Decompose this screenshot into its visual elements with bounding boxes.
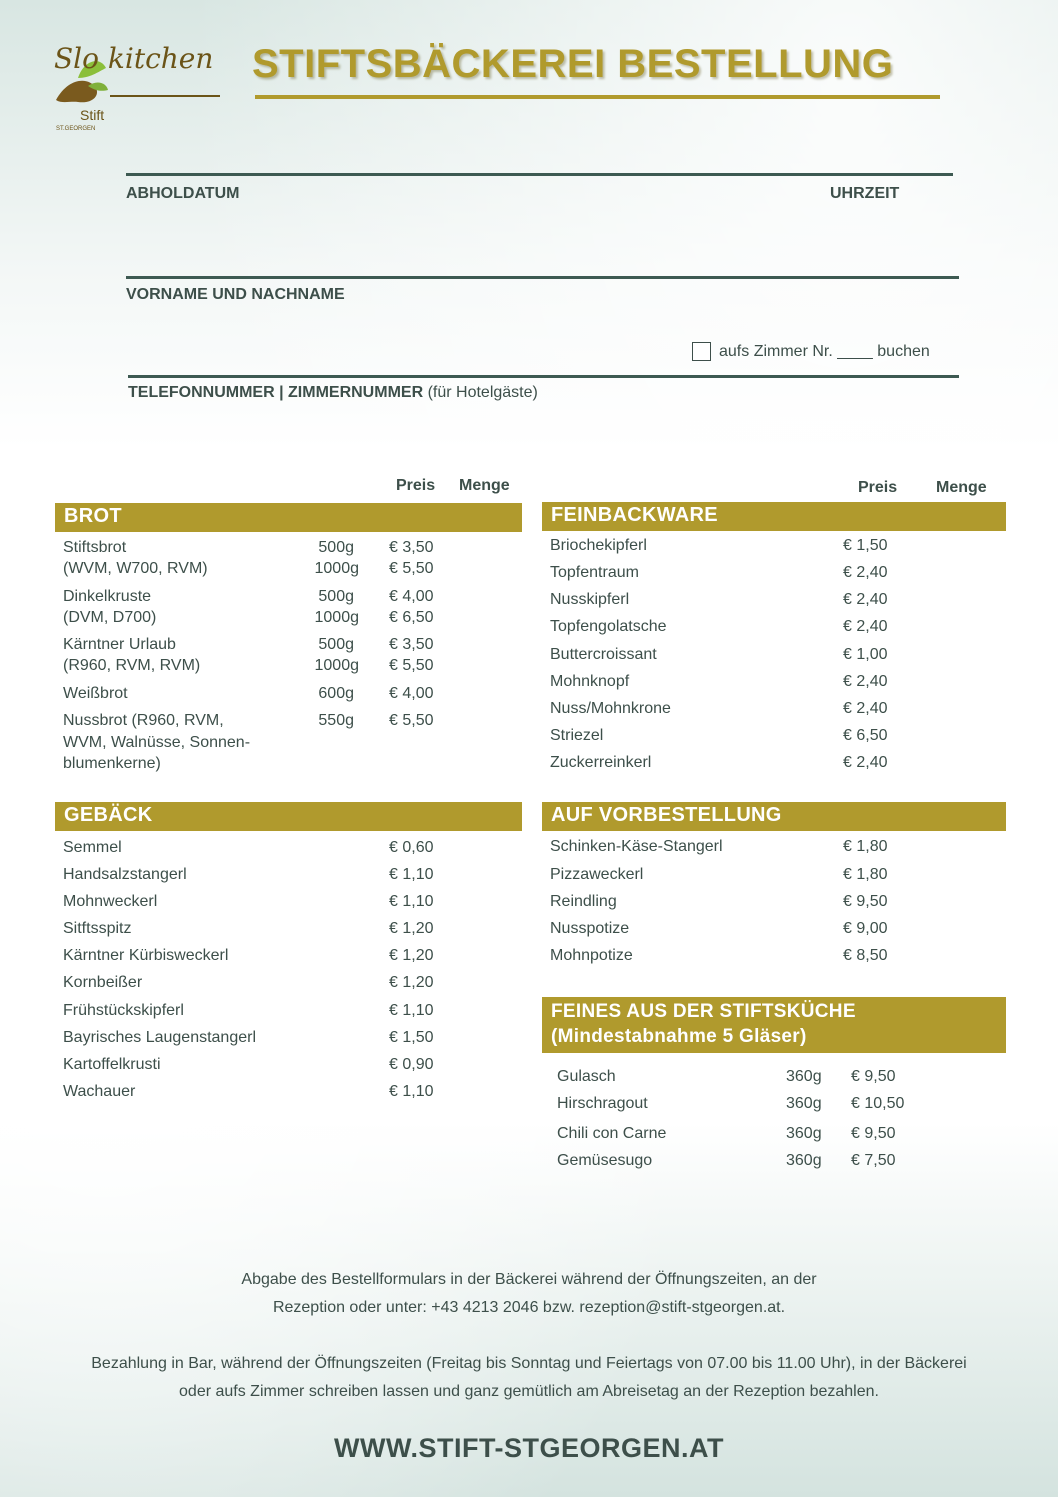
feinbackware-item-price: € 2,40: [843, 618, 888, 635]
website-link[interactable]: WWW.STIFT-STGEORGEN.AT: [334, 1433, 724, 1463]
logo-graphic: [48, 38, 228, 134]
brot-item-price: € 6,50: [389, 609, 434, 626]
gebaeck-item-name: Kornbeißer: [63, 974, 143, 991]
brot-item-weight: 550g: [318, 712, 354, 729]
brot-item-detail: (R960, RVM, RVM): [63, 657, 201, 674]
feinbackware-item-name: Buttercroissant: [550, 646, 657, 663]
room-booking-text: aufs Zimmer Nr. ____ buchen: [719, 342, 930, 360]
feines-item-weight: 360g: [786, 1068, 822, 1085]
gebaeck-item-name: Handsalzstangerl: [63, 866, 187, 883]
gebaeck-item-name: Kärntner Kürbisweckerl: [63, 947, 229, 964]
feines-title: FEINES AUS DER STIFTSKÜCHE: [551, 1001, 856, 1022]
pickup-date-line[interactable]: [126, 173, 953, 176]
brot-item-price: € 5,50: [389, 560, 434, 577]
brot-item-weight: 500g: [318, 588, 354, 605]
brot-item-name: Kärntner Urlaub: [63, 636, 176, 653]
feines-item-name: Hirschragout: [557, 1095, 648, 1112]
brot-item-detail: (DVM, D700): [63, 609, 157, 626]
feinbackware-item-price: € 2,40: [843, 673, 888, 690]
section-feines-header: [542, 997, 1006, 1053]
feines-subtitle: (Mindestabnahme 5 Gläser): [551, 1026, 807, 1047]
gebaeck-item-price: € 1,20: [389, 974, 434, 991]
right-quantity-header: Menge: [936, 479, 987, 496]
feines-item-name: Chili con Carne: [557, 1125, 667, 1142]
vorbestellung-item-name: Pizzaweckerl: [550, 866, 644, 883]
feinbackware-item-price: € 6,50: [843, 727, 888, 744]
logo-script-text: Slo kitchen: [54, 42, 214, 75]
footer-submission-line1: Abgabe des Bestellformulars in der Bäckerei während der Öffnungszeiten, an der: [241, 1271, 817, 1288]
phone-label-bold: TELEFONNUMMER | ZIMMERNUMMER: [128, 384, 424, 401]
brot-item-weight: 500g: [318, 539, 354, 556]
feines-item-price: € 9,50: [851, 1068, 896, 1085]
gebaeck-item-price: € 0,90: [389, 1056, 434, 1073]
feinbackware-item-price: € 2,40: [843, 754, 888, 771]
gebaeck-item-name: Semmel: [63, 839, 122, 856]
vorbestellung-item-name: Schinken-Käse-Stangerl: [550, 838, 723, 855]
phone-label: [128, 384, 538, 402]
time-label: UHRZEIT: [830, 185, 900, 202]
brot-item-weight: 1000g: [314, 560, 359, 577]
feines-item-weight: 360g: [786, 1095, 822, 1112]
vorbestellung-item-price: € 1,80: [843, 866, 888, 883]
feinbackware-item-name: Topfengolatsche: [550, 618, 667, 635]
gebaeck-item-name: Sitftsspitz: [63, 920, 132, 937]
gebaeck-item-price: € 1,10: [389, 866, 434, 883]
page-title: STIFTSBÄCKEREI BESTELLUNG: [252, 42, 894, 86]
vorbestellung-item-price: € 9,50: [843, 893, 888, 910]
feines-item-name: Gulasch: [557, 1068, 616, 1085]
vorbestellung-item-name: Nusspotize: [550, 920, 630, 937]
section-feinbackware-header: FEINBACKWARE: [542, 502, 1006, 531]
brot-item-price: € 5,50: [389, 712, 434, 729]
brot-item-detail: (WVM, W700, RVM): [63, 560, 208, 577]
left-quantity-header: Menge: [459, 477, 510, 494]
left-price-header: Preis: [396, 477, 436, 494]
feines-item-weight: 360g: [786, 1152, 822, 1169]
feines-item-price: € 9,50: [851, 1125, 896, 1142]
gebaeck-item-price: € 1,50: [389, 1029, 434, 1046]
feinbackware-item-price: € 2,40: [843, 564, 888, 581]
footer-payment-line1: Bezahlung in Bar, während der Öffnungszeiten (Freitag bis Sonntag und Feiertags von 07.00 bis 11.00 Uhr), in der Bäckerei: [91, 1355, 967, 1372]
footer-payment-line2: oder aufs Zimmer schreiben lassen und ganz gemütlich am Abreisetag an der Rezeption bezahlen.: [179, 1383, 879, 1400]
gebaeck-item-price: € 1,10: [389, 893, 434, 910]
gebaeck-item-name: Mohnweckerl: [63, 893, 158, 910]
feinbackware-item-name: Mohnknopf: [550, 673, 630, 690]
feinbackware-item-name: Zuckerreinkerl: [550, 754, 652, 771]
gebaeck-item-name: Wachauer: [63, 1083, 136, 1100]
gebaeck-item-price: € 1,10: [389, 1002, 434, 1019]
feinbackware-item-price: € 2,40: [843, 700, 888, 717]
brot-item-name: Nussbrot (R960, RVM,: [63, 712, 224, 729]
title-underline: [255, 95, 940, 99]
feinbackware-item-name: Briochekipferl: [550, 537, 647, 554]
vorbestellung-item-name: Reindling: [550, 893, 617, 910]
vorbestellung-item-price: € 9,00: [843, 920, 888, 937]
gebaeck-item-price: € 1,10: [389, 1083, 434, 1100]
section-brot-header: BROT: [55, 503, 522, 532]
feinbackware-item-price: € 1,50: [843, 537, 888, 554]
feinbackware-item-name: Nusskipferl: [550, 591, 630, 608]
vorbestellung-item-price: € 1,80: [843, 838, 888, 855]
feinbackware-item-name: Nuss/Mohnkrone: [550, 700, 671, 717]
phone-label-note: (für Hotelgäste): [427, 384, 538, 401]
feines-item-price: € 7,50: [851, 1152, 896, 1169]
logo-sub-text: ST.GEORGEN: [56, 126, 96, 132]
vorbestellung-item-name: Mohnpotize: [550, 947, 633, 964]
brot-item-detail: WVM, Walnüsse, Sonnen-: [63, 734, 251, 751]
phone-line[interactable]: [128, 375, 959, 378]
vorbestellung-item-price: € 8,50: [843, 947, 888, 964]
brot-item-price: € 5,50: [389, 657, 434, 674]
feines-item-weight: 360g: [786, 1125, 822, 1142]
feinbackware-item-name: Topfentraum: [550, 564, 639, 581]
right-price-header: Preis: [858, 479, 898, 496]
section-vorbestellung-header: AUF VORBESTELLUNG: [542, 802, 1006, 831]
brot-item-weight: 1000g: [314, 609, 359, 626]
room-checkbox[interactable]: [692, 342, 711, 361]
gebaeck-item-price: € 1,20: [389, 920, 434, 937]
gebaeck-item-name: Frühstückskipferl: [63, 1002, 184, 1019]
name-label: VORNAME UND NACHNAME: [126, 286, 345, 303]
footer-submission-line2: Rezeption oder unter: +43 4213 2046 bzw. rezeption@stift-stgeorgen.at.: [272, 1299, 786, 1316]
logo: [48, 38, 228, 134]
feinbackware-item-price: € 1,00: [843, 646, 888, 663]
room-booking-option[interactable]: [692, 342, 930, 361]
feines-item-price: € 10,50: [851, 1095, 905, 1112]
feinbackware-item-price: € 2,40: [843, 591, 888, 608]
brot-item-name: Weißbrot: [63, 685, 128, 702]
logo-brand-text: Stift: [80, 107, 105, 123]
brot-item-weight: 600g: [318, 685, 354, 702]
brot-item-price: € 4,00: [389, 685, 434, 702]
name-line[interactable]: [126, 276, 959, 279]
gebaeck-item-name: Bayrisches Laugenstangerl: [63, 1029, 257, 1046]
brot-item-detail: blumenkerne): [63, 755, 161, 772]
brot-item-price: € 4,00: [389, 588, 434, 605]
feinbackware-item-name: Striezel: [550, 727, 604, 744]
feines-item-name: Gemüsesugo: [557, 1152, 653, 1169]
gebaeck-item-price: € 0,60: [389, 839, 434, 856]
brot-item-price: € 3,50: [389, 539, 434, 556]
gebaeck-item-name: Kartoffelkrusti: [63, 1056, 161, 1073]
brot-item-price: € 3,50: [389, 636, 434, 653]
brot-item-weight: 500g: [318, 636, 354, 653]
pickup-date-label: ABHOLDATUM: [126, 185, 240, 202]
brot-item-name: Stiftsbrot: [63, 539, 127, 556]
section-gebaeck-header: GEBÄCK: [55, 802, 522, 831]
brot-item-weight: 1000g: [314, 657, 359, 674]
gebaeck-item-price: € 1,20: [389, 947, 434, 964]
brot-item-name: Dinkelkruste: [63, 588, 152, 605]
